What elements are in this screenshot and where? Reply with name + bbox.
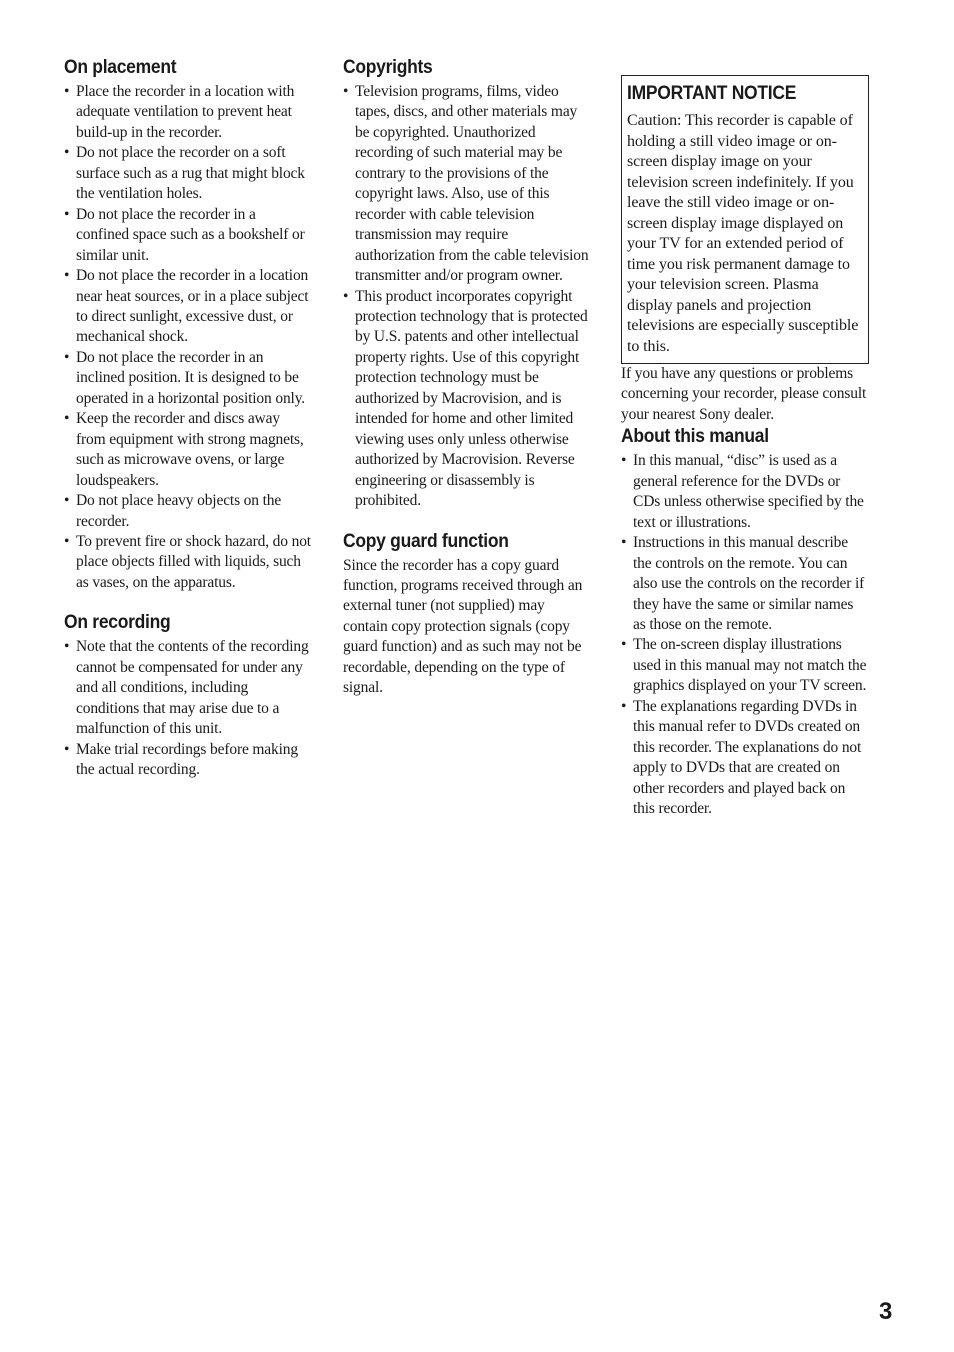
heading-about-manual: About this manual	[621, 426, 769, 448]
recording-list	[64, 637, 312, 780]
list-item: • To prevent fire or shock hazard, do not place objects filled with liquids, such as vases, on the apparatus.	[64, 532, 312, 593]
section-on-placement	[64, 56, 312, 593]
section-about-manual	[621, 425, 869, 819]
notice-text: Caution: This recorder is capable of holding a still video image or on-screen display image on your television screen indefinitely. If you leave the still video image or on-screen display image displayed on your TV for an extended period of time you risk permanent damage to your television screen. Plasma display panels and projection televisions are especially susceptible to this.	[627, 112, 859, 355]
heading-on-placement: On placement	[64, 57, 177, 78]
list-item: • Make trial recordings before making the actual recording.	[64, 740, 312, 781]
column-right	[621, 56, 869, 838]
important-notice-box	[621, 75, 869, 364]
help-text: If you have any questions or problems concerning your recorder, please consult your nearest Sony dealer.	[621, 365, 867, 423]
list-item: • Do not place heavy objects on the recorder.	[64, 491, 312, 532]
heading-copyrights: Copyrights	[343, 57, 433, 78]
heading-copy-guard: Copy guard function	[343, 530, 509, 552]
list-item: • Keep the recorder and discs away from equipment with strong magnets, such as microwave ovens, or large loudspeakers.	[64, 409, 312, 491]
list-item: • Do not place the recorder on a soft surface such as a rug that might block the ventilation holes.	[64, 143, 312, 204]
list-item: • The on-screen display illustrations used in this manual may not match the graphics displayed on your TV screen.	[621, 635, 869, 696]
copyrights-list	[343, 82, 591, 512]
about-list	[621, 451, 869, 819]
list-item: • In this manual, “disc” is used as a general reference for the DVDs or CDs unless otherwise specified by the text or illustrations.	[621, 451, 869, 533]
heading-important-notice: IMPORTANT NOTICE	[627, 83, 797, 104]
column-middle	[343, 56, 591, 717]
heading-on-recording: On recording	[64, 612, 171, 634]
column-left	[64, 56, 312, 799]
list-item: • Note that the contents of the recording cannot be compensated for under any and all conditions, including conditions that may arise due to a malfunction of this unit.	[64, 637, 312, 739]
section-copy-guard	[343, 530, 591, 699]
list-item: • Do not place the recorder in a location near heat sources, or in a place subject to direct sunlight, excessive dust, or mechanical shock.	[64, 266, 312, 348]
section-copyrights	[343, 56, 591, 512]
page-number: 3	[879, 1298, 893, 1325]
copy-guard-text: Since the recorder has a copy guard function, programs received through an external tuner (not supplied) may contain copy protection signals (copy guard function) and as such may not be recordable, depending on the type of signal.	[343, 556, 583, 697]
list-item: • Do not place the recorder in a confined space such as a bookshelf or similar unit.	[64, 205, 312, 266]
list-item: • Television programs, films, video tapes, discs, and other materials may be copyrighted. Unauthorized recording of such material may be contrary to the provisions of the copyright laws. Also, use of this recorder with cable television transmission may require authorization from the cable television transmitter and/or program owner.	[343, 82, 591, 287]
placement-list	[64, 82, 312, 593]
list-item: • Place the recorder in a location with adequate ventilation to prevent heat build-up in the recorder.	[64, 82, 312, 143]
section-on-recording	[64, 611, 312, 780]
list-item: • This product incorporates copyright protection technology that is protected by U.S. patents and other intellectual property rights. Use of this copyright protection technology must be authorized by Macrovision, and is intended for home and other limited viewing uses only unless otherwise authorized by Macrovision. Reverse engineering or disassembly is prohibited.	[343, 287, 591, 512]
list-item: • The explanations regarding DVDs in this manual refer to DVDs created on this recorder. The explanations do not apply to DVDs that are created on other recorders and played back on this recorder.	[621, 697, 869, 820]
list-item: • Instructions in this manual describe the controls on the remote. You can also use the controls on the recorder if they have the same or similar names as those on the remote.	[621, 533, 869, 635]
list-item: • Do not place the recorder in an inclined position. It is designed to be operated in a horizontal position only.	[64, 348, 312, 409]
